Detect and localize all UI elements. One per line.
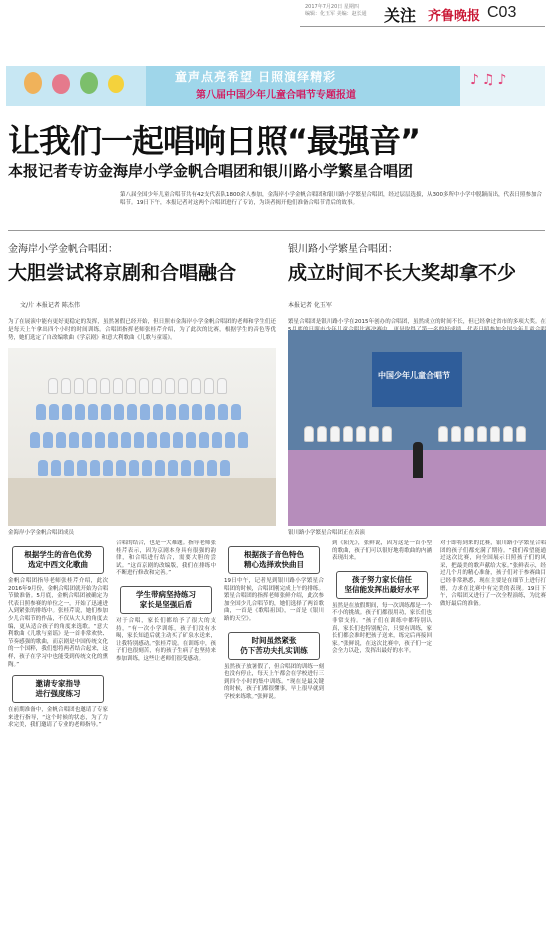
child-figure-icon [108, 75, 124, 93]
child-figure-icon [80, 72, 98, 94]
left-intro: 为了在展演中能有更好更稳定的发挥，虽然暑假已经开始，但日照市金海岸小学金帆合唱团的老师和学生们还是每天上午拿出四个小时的时间训练。合唱团指挥老师张桂芹介绍，为了此次的比赛，根据学生的音色等优势，她们选定了自改编歌曲《学京剧》和意大利歌曲《儿歌与童谣》。 [8, 319, 276, 341]
right-intro: 繁星合唱团是银川路小学在2015年创办的合唱团，虽然成立的时间不长，但已经拿过省市的多项大奖。在 [288, 319, 546, 325]
section-name: 关注 [384, 6, 417, 25]
sub-headline: 本报记者专访金海岸小学金帆合唱团和银川路小学繁星合唱团 [8, 162, 414, 180]
left-article-kicker: 金海岸小学金帆合唱团： [8, 244, 118, 255]
column-text: 虽然是在放假期间，每一次训练都是一个不小的挑战。孩子们都很用功，家长们也非常支持。“孩子们在训练中都特别认真，家长们也特别配合，只要有训练，家长们都会准时把孩子送来，练完后再接回家。”张鲜说，在这次比赛中，孩子们一定会全力以赴，发挥出最好的水平。 [332, 602, 432, 655]
column-text: 虽然孩子放暑假了，但合唱团的训练一刻也没有停止，每天上午都会在学校进行三到四个小时的集中训练。“现在是最关键的时候，孩子们都很懂事，早上很早就到学校来练歌。”张鲜说。 [224, 663, 324, 700]
masthead-date [305, 4, 375, 18]
left-byline: 文/片 本报记者 陈杰伟 [20, 302, 80, 309]
column-text: 对于合唱，家长们都给予了很大的支持，“有一次小学训练，孩子们没有水喝，家长知道后就主动买了矿泉水送来，让我特别感动。”张桂芹说。在训练中，孩子们也很刻苦，有的孩子生病了也坚持来参加训练，这些让老师们很受感动。 [116, 617, 216, 662]
stage-floor [8, 478, 276, 526]
subhead-box: 孩子努力家长信任 坚信能发挥出最好水平 [336, 571, 428, 599]
choir-right-group [438, 426, 526, 442]
choir-left-group [304, 426, 392, 442]
body-column-3 [224, 540, 324, 940]
date-line: 2017年7月20日 星期四 [305, 4, 359, 10]
section-divider [8, 230, 545, 231]
right-article-kicker: 银川路小学繁星合唱团： [288, 244, 398, 255]
column-text: 19日中午，记者见到银川路小学繁星合唱团的时候，合唱团刚完成上午的排练。繁星合唱团的指挥老师张鲜介绍，此次参加全国少儿合唱节的，她们选择了两首歌曲，一首是《歌唱祖国》，一首是《银川路的天空》。 [224, 578, 324, 622]
stage-screen-text: 中国少年儿童合唱节 [378, 371, 450, 380]
banner-subtitle: 第八届中国少年儿童合唱节专题报道 [196, 90, 356, 101]
column-text: 合唱的结合，也是一大难题。指导老师张桂芹表示，因为京剧本身具有很强的韵律，和合唱进行结合，需要大胆的尝试。“这首京剧的改编版，我们在排练中不断进行修改和完善。” [116, 540, 216, 577]
page-number: C03 [487, 4, 517, 21]
music-notes-icon: ♪♫♪ [470, 72, 510, 88]
subhead-box: 根据孩子音色特色 精心选择欢快曲目 [228, 546, 320, 574]
lede-paragraph: 第八届全国少年儿童合唱节共有42支代表队1800余人参加，金海岸小学金帆合唱团和银川路小学繁星合唱团，经过层层选拔，从300多所中小学中脱颖而出，代表日照参加合唱节。19日下午，本报记者对这两个合唱团进行了专访，为读者揭开他们准备合唱节背后的故事。 [120, 192, 542, 206]
masthead-divider [300, 26, 545, 27]
column-text: 在前期准备中，金帆合唱团也邀请了专家来进行指导，“这个时候的状态，为了力求完美，我们邀请了专业的老师指导。” [8, 707, 108, 729]
body-column-4 [332, 540, 432, 940]
stage-performance-photo [288, 330, 546, 526]
column-text: 对于即将到来的比赛，银川路小学繁星合唱团的孩子们都充满了期待。“我们希望能通过这次比赛，向全国展示日照孩子们的风采，把最美的歌声献给大家。”张鲜表示，经过几个月的精心准备，孩子们对于参赛曲目已经非常熟悉，现在主要是在细节上进行打磨，力求在比赛中有完美的表现。19日下午，合唱团又进行了一次全程演练，为比赛做好最后的准备。 [440, 540, 546, 607]
body-column-1 [8, 540, 108, 940]
subhead-box: 时间虽然紧张 仍下苦功夫扎实训练 [228, 632, 320, 660]
left-photo-caption: 金海岸小学金帆合唱团成员 [8, 530, 75, 536]
choir-row-3 [30, 432, 248, 448]
right-byline: 本报记者 化玉军 [288, 302, 332, 309]
body-column-5 [440, 540, 546, 940]
right-article-title: 成立时间不长大奖却拿不少 [288, 262, 517, 284]
main-headline: 让我们一起唱响日照“最强音” [8, 122, 421, 160]
column-text: 金帆合唱团指导老师张桂芹介绍，此次2016年9月份，金帆合唱团就开始为合唱节做准备。5月底，金帆合唱团被确定为代表日照参赛的单位之一，开始了迅速进入到紧张的排练中。张桂芹说，她们参加少儿合唱节的作品，不仅从大人的角度去编，更从适合孩子的角度来选歌。“意大利歌曲《儿歌与童谣》是一首非常欢快、节奏感强的歌曲，而京剧是中国传统文化的一个国粹，我们想将两者结合起来，这样，孩子在学习中也能受到传统文化的熏陶。” [8, 578, 108, 668]
right-photo-caption: 银川路小学繁星合唱团正在表演 [288, 530, 366, 536]
column-text: 到《阳光》，张鲜说，因为这是一首小型的歌曲，孩子们可以很好地将歌曲的内涵表现出来。 [332, 540, 432, 562]
child-figure-icon [24, 72, 42, 94]
conductor-figure [413, 442, 423, 478]
editor-line: 编辑：化玉军 美编：赵长通 [305, 11, 367, 17]
child-figure-icon [52, 74, 70, 94]
choir-row-2 [36, 404, 241, 420]
choir-group-photo [8, 348, 276, 526]
subhead-box: 学生带病坚持练习 家长是坚强后盾 [120, 586, 212, 614]
left-article-title: 大胆尝试将京剧和合唱融合 [8, 262, 237, 284]
newspaper-logo: 齐鲁晚报 [428, 9, 481, 24]
subhead-box: 邀请专家指导 进行强度练习 [12, 675, 104, 703]
banner-slogan: 童声点亮希望 日照演绎精彩 [175, 70, 337, 84]
choir-row-front [38, 460, 230, 476]
body-column-2 [116, 540, 216, 940]
choir-row-back [48, 378, 227, 394]
subhead-box: 根据学生的音色优势 选定中西文化歌曲 [12, 546, 104, 574]
